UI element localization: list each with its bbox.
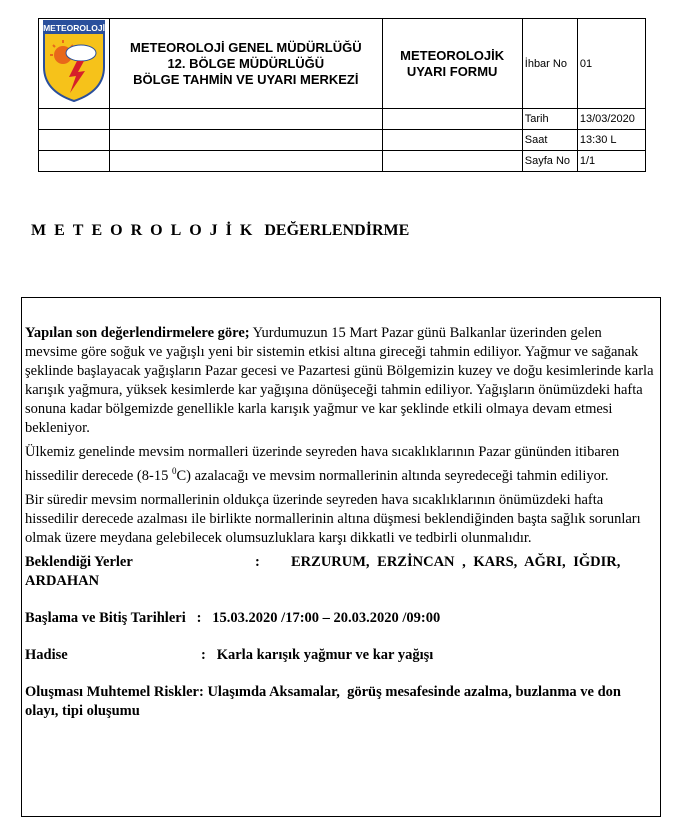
event-label: Hadise: [25, 646, 68, 663]
tarih-value: 13/03/2020: [577, 109, 645, 130]
section-title-rest: DEĞERLENDİRME: [260, 222, 410, 239]
paragraph-2-part-b: C) azalacağı ve mevsim normallerinin altında seyredeceği tahmin ediliyor.: [176, 467, 609, 484]
empty-cell: [39, 130, 110, 151]
paragraph-2: [25, 443, 657, 486]
places-line-2: ARDAHAN: [25, 572, 100, 589]
form-title-line-2: UYARI FORMU: [406, 63, 498, 79]
tarih-label: Tarih: [522, 109, 577, 130]
empty-cell: [382, 130, 522, 151]
paragraph-1-lead: Yapılan son değerlendirmelere göre;: [25, 325, 250, 341]
places-label: Beklendiği Yerler: [25, 553, 133, 570]
organization-cell: [110, 19, 382, 109]
places-line-1: ERZURUM, ERZİNCAN , KARS, AĞRI, IĞDIR,: [291, 553, 621, 570]
saat-label: Saat: [522, 130, 577, 151]
empty-cell: [382, 151, 522, 172]
sayfa-value: 1/1: [577, 151, 645, 172]
header-table: [38, 18, 646, 172]
expected-places-row: [25, 553, 657, 572]
logo-text: METEOROLOJİ: [43, 23, 105, 33]
empty-cell: [110, 109, 382, 130]
possible-risks: Oluşması Muhtemel Riskler: Ulaşımda Aksamalar, görüş mesafesinde azalma, buzlanma ve don olayı, tipi oluşumu: [25, 683, 625, 719]
empty-cell: [39, 151, 110, 172]
logo-cell: [39, 19, 110, 109]
event-row: [25, 646, 657, 665]
places-colon: :: [255, 553, 260, 570]
ihbar-value: 01: [577, 19, 645, 109]
event-text: : Karla karışık yağmur ve kar yağışı: [201, 646, 434, 663]
paragraph-1: [25, 324, 657, 438]
meteorology-logo-icon: [41, 19, 107, 103]
empty-cell: [110, 130, 382, 151]
start-end-dates: Başlama ve Bitiş Tarihleri : 15.03.2020 /17:00 – 20.03.2020 /09:00: [25, 609, 441, 626]
org-line-2: 12. BÖLGE MÜDÜRLÜĞÜ: [167, 55, 325, 71]
empty-cell: [39, 109, 110, 130]
ihbar-label: İhbar No: [522, 19, 577, 109]
paragraph-3: Bir süredir mevsim normallerinin oldukça üzerinde seyreden hava sıcaklıklarının önümüzdeki hafta hissedilir derecede azalması ile birlikte normallerinin altına düşmesi beklendiğinden başta sağlık sorunları olmak üzere meydana gelebilecek olumsuzluklara karşı dikkatli ve tedbirli olunmalıdır.: [25, 491, 641, 546]
paragraph-2-part-a: Ülkemiz genelinde mevsim normalleri üzerinde seyreden hava sıcaklıklarının Pazar gününden itibaren hissedilir derecede (8-15: [25, 444, 620, 484]
form-title-cell: [382, 19, 522, 109]
degree-superscript: 0: [171, 466, 177, 476]
empty-cell: [110, 151, 382, 172]
paragraph-1-text: Yurdumuzun 15 Mart Pazar günü Balkanlar üzerinden gelen mevsime göre soğuk ve yağışlı yeni bir sistemin etkisi altına gireceği tahmin ediliyor. Yağmur ve sağanak şeklinde başlayacak yağışların Pazar gecesi ve Pazartesi günü Bölgemizin kuzey ve doğu kesimlerinde karla karışık yağmura, yüksek kesimlerde kar yağışına dönüşeceği tahmin ediliyor. Yağışların önümüzdeki hafta sonuna kadar bölgemizde genellikle karla karışık yağmur ve kar şeklinde etkili olmaya devam etmesi bekleniyor.: [25, 325, 654, 436]
org-line-3: BÖLGE TAHMİN VE UYARI MERKEZİ: [133, 71, 359, 87]
empty-cell: [382, 109, 522, 130]
org-line-1: METEOROLOJİ GENEL MÜDÜRLÜĞÜ: [130, 39, 362, 55]
sayfa-label: Sayfa No: [522, 151, 577, 172]
section-title: [31, 222, 409, 240]
assessment-box: [21, 297, 661, 817]
section-title-spaced: METEOROLOJİK: [31, 222, 261, 239]
saat-value: 13:30 L: [577, 130, 645, 151]
form-title-line-1: METEOROLOJİK: [400, 47, 505, 63]
expected-places: [25, 553, 657, 591]
